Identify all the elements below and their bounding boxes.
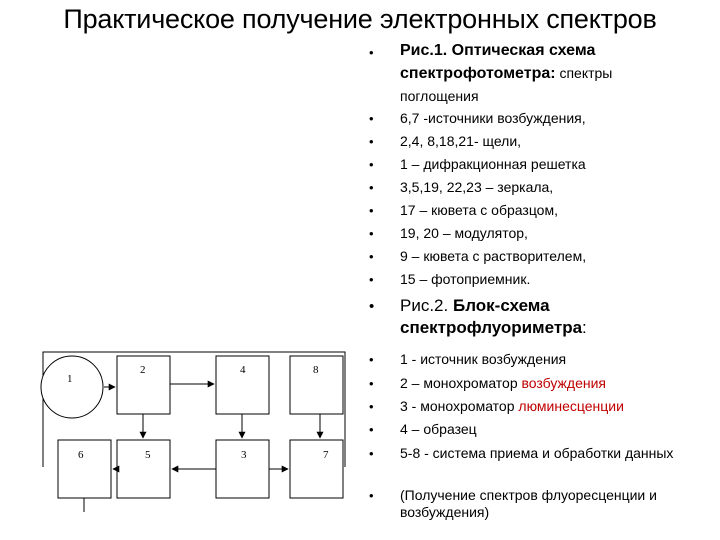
bullet: • — [369, 376, 374, 391]
bullet: • — [369, 488, 374, 503]
item-text: (Получение спектров флуоресценции и возбуждения) — [400, 487, 657, 520]
block-label: 3 — [241, 449, 247, 461]
item-text: 4 – образец — [400, 421, 477, 437]
bullet: • — [369, 226, 374, 241]
block-label: 8 — [313, 364, 319, 376]
bullet: • — [369, 180, 374, 195]
bullet-fig2: • — [369, 298, 375, 315]
block-label: 2 — [140, 364, 146, 376]
list-item: 6,7 -источники возбуждения, — [400, 110, 586, 126]
bullet: • — [369, 249, 374, 264]
bullet: • — [369, 446, 374, 461]
block-label: 5 — [145, 449, 151, 461]
source-block — [41, 356, 103, 418]
bullet: • — [369, 422, 374, 437]
bullet-fig1: • — [369, 45, 374, 60]
block-6 — [58, 440, 111, 498]
block-7 — [290, 440, 343, 498]
page-title: Практическое получение электронных спектров — [63, 4, 657, 34]
bullet: • — [369, 272, 374, 287]
item-text: 3 - монохроматор — [400, 398, 519, 414]
item-red-text: люминесценции — [518, 398, 624, 414]
bullet: • — [369, 111, 374, 126]
list-item: 15 – фотоприемник. — [400, 271, 531, 287]
fig2-caption-end: : — [582, 318, 587, 337]
fig1-caption-rest: спектры поглощения — [400, 65, 613, 104]
block-5 — [117, 440, 170, 498]
list-item: 9 – кювета с растворителем, — [400, 248, 587, 264]
bullet: • — [369, 352, 374, 367]
bullet: • — [369, 399, 374, 414]
fig2-caption-bold: Блок-схема спектрофлуориметра — [400, 296, 583, 337]
bullet: • — [369, 203, 374, 218]
item-text: 1 - источник возбуждения — [400, 351, 567, 367]
list-item: 19, 20 – модулятор, — [400, 225, 528, 241]
bullet: • — [369, 157, 374, 172]
list-item: 2,4, 8,18,21- щели, — [400, 133, 522, 149]
list-item: 3,5,19, 22,23 – зеркала, — [400, 179, 554, 195]
bullet: • — [369, 134, 374, 149]
item-text: 5-8 - система приема и обработки данных — [400, 445, 674, 461]
list-item: 17 – кювета с образцом, — [400, 202, 558, 218]
block-label: 6 — [78, 449, 84, 461]
block-label: 7 — [323, 449, 329, 461]
list-item: 1 – дифракционная решетка — [400, 156, 586, 172]
fig1-caption-bold: Рис.1. Оптическая схема спектрофотометра: — [400, 42, 596, 82]
item-red-text: возбуждения — [521, 375, 607, 391]
block-label: 1 — [67, 373, 73, 385]
block-label: 4 — [240, 364, 246, 376]
fig2-caption-plain: Рис.2. — [400, 296, 453, 315]
item-text: 2 – монохроматор — [400, 375, 522, 391]
